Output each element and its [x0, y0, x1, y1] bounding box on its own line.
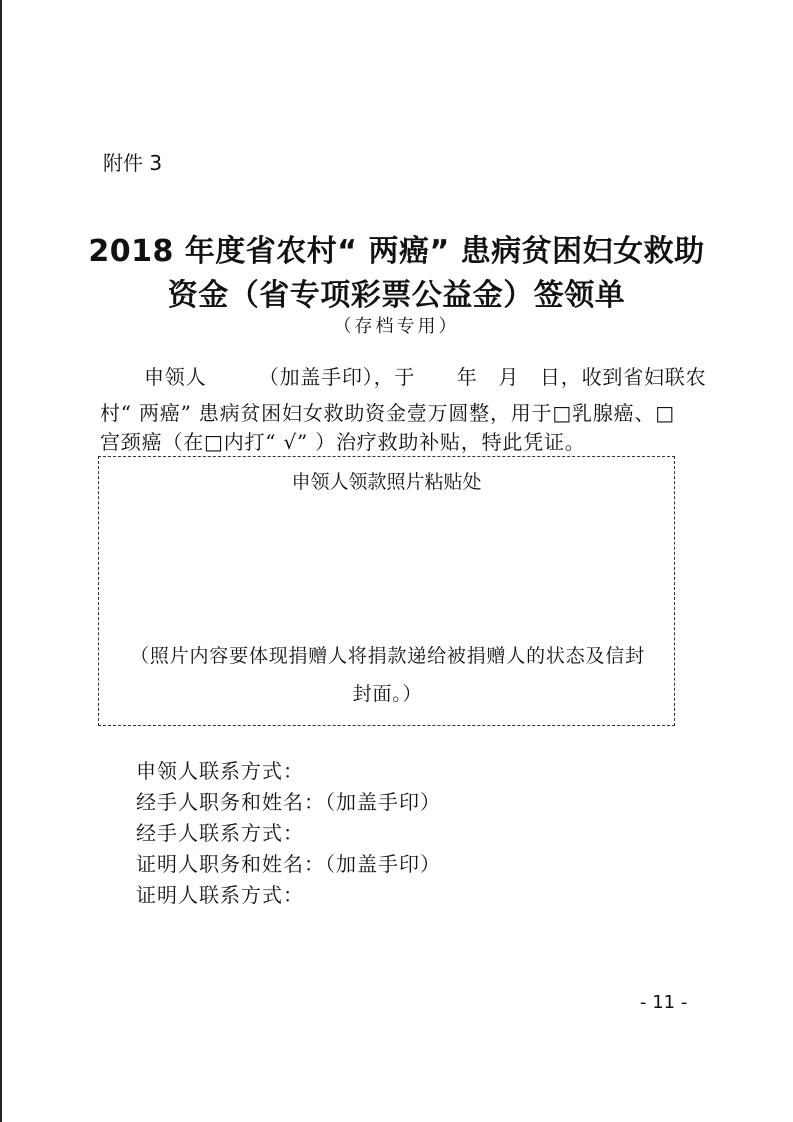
- page-edge-rule: [0, 0, 2, 1122]
- photo-area-note: [115, 637, 660, 713]
- body-paragraph-line-3: 宫颈癌（在□内打“ √” ）治疗救助补贴，特此凭证。: [100, 430, 586, 454]
- photo-paste-area: [98, 456, 675, 726]
- handler-title-name-field: 经手人职务和姓名：（加盖手印）: [136, 790, 441, 814]
- document-title-line-2: 资金（省专项彩票公益金）签领单: [167, 278, 626, 313]
- handler-contact-field: 经手人联系方式：: [136, 821, 304, 845]
- photo-note-line-2: 封面。）: [352, 683, 423, 705]
- contact-fields: [136, 756, 441, 911]
- photo-area-title: 申领人领款照片粘贴处: [291, 471, 482, 493]
- document-title-line-1: 2018 年度省农村“ 两癌” 患病贫困妇女救助: [88, 234, 705, 269]
- witness-contact-field: 证明人联系方式：: [136, 883, 304, 907]
- witness-title-name-field: 证明人职务和姓名：（加盖手印）: [136, 852, 441, 876]
- photo-note-line-1: （照片内容要体现捐赠人将捐款递给被捐赠人的状态及信封: [130, 645, 645, 667]
- document-subtitle: （存档专用）: [333, 316, 460, 337]
- body-paragraph-line-1: 申领人 （加盖手印），于 年 月 日，收到省妇联农: [144, 365, 707, 389]
- body-paragraph-line-2: 村“ 两癌” 患病贫困妇女救助资金壹万圆整，用于□乳腺癌、□: [100, 401, 675, 425]
- applicant-contact-field: 申领人联系方式：: [136, 759, 304, 783]
- page-number: - 11 -: [640, 992, 688, 1013]
- attachment-label: 附件 3: [103, 151, 163, 175]
